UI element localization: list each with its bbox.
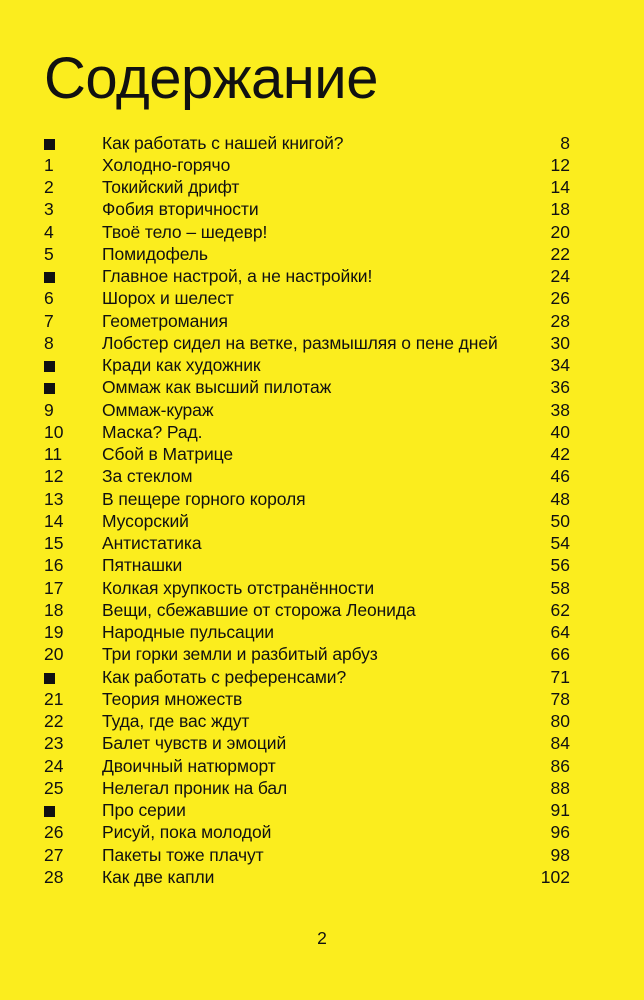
entry-title: Сбой в Матрице: [102, 444, 233, 465]
entry-title: Пакеты тоже плачут: [102, 844, 264, 865]
toc-chapter-entry: [44, 599, 570, 621]
toc-chapter-entry: [44, 243, 570, 265]
toc-chapter-entry: [44, 221, 570, 243]
entry-title: Лобстер сидел на ветке, размышляя о пене дней: [102, 332, 498, 353]
square-bullet-icon: [44, 806, 55, 817]
toc-section-entry: [44, 800, 570, 822]
toc-chapter-entry: [44, 733, 570, 755]
entry-page: 12: [550, 154, 570, 175]
square-bullet-icon: [44, 139, 55, 150]
section-marker: [44, 667, 102, 688]
entry-title: Рисуй, пока молодой: [102, 822, 272, 843]
entry-title: Как работать с референсами?: [102, 666, 347, 687]
toc-chapter-entry: [44, 555, 570, 577]
chapter-number: 2: [44, 177, 54, 198]
chapter-number: 13: [44, 488, 64, 509]
entry-page: 71: [550, 666, 570, 687]
toc-chapter-entry: [44, 399, 570, 421]
entry-page: 28: [550, 310, 570, 331]
entry-title: Вещи, сбежавшие от сторожа Леонида: [102, 599, 416, 620]
toc-chapter-entry: [44, 332, 570, 354]
section-marker: [44, 800, 102, 821]
toc-chapter-entry: [44, 844, 570, 866]
toc-chapter-entry: [44, 777, 570, 799]
chapter-number: 21: [44, 688, 64, 709]
toc-chapter-entry: [44, 711, 570, 733]
entry-title: Как работать с нашей книгой?: [102, 132, 344, 153]
chapter-number: 22: [44, 711, 64, 732]
toc-chapter-entry: [44, 510, 570, 532]
toc-section-entry: [44, 355, 570, 377]
entry-title: Оммаж-кураж: [102, 399, 214, 420]
entry-page: 54: [550, 533, 570, 554]
chapter-number: 24: [44, 755, 64, 776]
entry-title: Пятнашки: [102, 555, 183, 576]
entry-page: 62: [550, 599, 570, 620]
entry-page: 50: [550, 510, 570, 531]
toc-chapter-entry: [44, 533, 570, 555]
chapter-number: 5: [44, 243, 54, 264]
entry-page: 14: [550, 177, 570, 198]
square-bullet-icon: [44, 383, 55, 394]
entry-title: Главное настрой, а не настройки!: [102, 266, 373, 287]
entry-page: 38: [550, 399, 570, 420]
entry-page: 84: [550, 733, 570, 754]
chapter-number: 27: [44, 844, 64, 865]
toc-chapter-entry: [44, 177, 570, 199]
chapter-number: 12: [44, 466, 64, 487]
entry-title: Туда, где вас ждут: [102, 711, 250, 732]
section-marker: [44, 133, 102, 154]
entry-title: Твоё тело – шедевр!: [102, 221, 268, 242]
chapter-number: 9: [44, 399, 54, 420]
toc-chapter-entry: [44, 310, 570, 332]
entry-page: 20: [550, 221, 570, 242]
chapter-number: 17: [44, 577, 64, 598]
chapter-number: 3: [44, 199, 54, 220]
entry-title: Фобия вторичности: [102, 199, 259, 220]
chapter-number: 16: [44, 555, 64, 576]
entry-page: 40: [550, 421, 570, 442]
chapter-number: 1: [44, 154, 54, 175]
toc-chapter-entry: [44, 466, 570, 488]
toc-chapter-entry: [44, 154, 570, 176]
chapter-number: 25: [44, 777, 64, 798]
toc-chapter-entry: [44, 488, 570, 510]
chapter-number: 26: [44, 822, 64, 843]
entry-title: Помидофель: [102, 243, 208, 264]
entry-title: Токийский дрифт: [102, 177, 240, 198]
toc-section-entry: [44, 266, 570, 288]
section-marker: [44, 266, 102, 287]
entry-title: Маска? Рад.: [102, 421, 203, 442]
square-bullet-icon: [44, 272, 55, 283]
entry-page: 46: [550, 466, 570, 487]
entry-title: Как две капли: [102, 866, 215, 887]
entry-page: 34: [550, 355, 570, 376]
entry-page: 64: [550, 622, 570, 643]
entry-page: 56: [550, 555, 570, 576]
section-marker: [44, 355, 102, 376]
chapter-number: 18: [44, 599, 64, 620]
entry-page: 26: [550, 288, 570, 309]
entry-title: Про серии: [102, 800, 186, 821]
table-of-contents: [44, 132, 570, 889]
entry-page: 18: [550, 199, 570, 220]
toc-chapter-entry: [44, 288, 570, 310]
chapter-number: 7: [44, 310, 54, 331]
chapter-number: 15: [44, 533, 64, 554]
entry-page: 91: [550, 800, 570, 821]
section-marker: [44, 377, 102, 398]
entry-title: Колкая хрупкость отстранённости: [102, 577, 375, 598]
toc-section-entry: [44, 377, 570, 399]
entry-page: 86: [550, 755, 570, 776]
entry-title: Холодно-горячо: [102, 154, 231, 175]
entry-page: 36: [550, 377, 570, 398]
entry-page: 66: [550, 644, 570, 665]
toc-chapter-entry: [44, 577, 570, 599]
entry-page: 80: [550, 711, 570, 732]
entry-title: В пещере горного короля: [102, 488, 306, 509]
chapter-number: 14: [44, 510, 64, 531]
entry-page: 102: [540, 866, 570, 887]
entry-title: Мусорский: [102, 510, 189, 531]
chapter-number: 6: [44, 288, 54, 309]
entry-title: Теория множеств: [102, 688, 243, 709]
entry-title: Геометромания: [102, 310, 228, 331]
toc-chapter-entry: [44, 755, 570, 777]
square-bullet-icon: [44, 673, 55, 684]
toc-chapter-entry: [44, 421, 570, 443]
toc-chapter-entry: [44, 622, 570, 644]
entry-title: За стеклом: [102, 466, 193, 487]
entry-page: 58: [550, 577, 570, 598]
toc-chapter-entry: [44, 644, 570, 666]
entry-title: Шорох и шелест: [102, 288, 234, 309]
toc-section-entry: [44, 132, 570, 154]
chapter-number: 10: [44, 421, 64, 442]
entry-title: Три горки земли и разбитый арбуз: [102, 644, 378, 665]
entry-page: 78: [550, 688, 570, 709]
entry-page: 88: [550, 777, 570, 798]
square-bullet-icon: [44, 361, 55, 372]
entry-page: 96: [550, 822, 570, 843]
toc-chapter-entry: [44, 866, 570, 888]
toc-chapter-entry: [44, 444, 570, 466]
entry-page: 48: [550, 488, 570, 509]
chapter-number: 20: [44, 644, 64, 665]
toc-section-entry: [44, 666, 570, 688]
entry-title: Нелегал проник на бал: [102, 777, 288, 798]
entry-title: Двоичный натюрморт: [102, 755, 276, 776]
entry-page: 42: [550, 444, 570, 465]
chapter-number: 8: [44, 332, 54, 353]
page-number: 2: [317, 928, 327, 948]
chapter-number: 23: [44, 733, 64, 754]
entry-page: 98: [550, 844, 570, 865]
chapter-number: 11: [44, 444, 63, 465]
toc-chapter-entry: [44, 199, 570, 221]
toc-chapter-entry: [44, 822, 570, 844]
entry-page: 8: [560, 132, 570, 153]
chapter-number: 28: [44, 866, 64, 887]
entry-title: Кради как художник: [102, 355, 261, 376]
entry-page: 30: [550, 332, 570, 353]
entry-page: 24: [550, 266, 570, 287]
chapter-number: 4: [44, 221, 54, 242]
entry-title: Оммаж как высший пилотаж: [102, 377, 332, 398]
toc-chapter-entry: [44, 688, 570, 710]
chapter-number: 19: [44, 622, 64, 643]
page-title: Содержание: [44, 46, 378, 111]
entry-title: Антистатика: [102, 533, 202, 554]
entry-title: Балет чувств и эмоций: [102, 733, 287, 754]
entry-title: Народные пульсации: [102, 622, 274, 643]
entry-page: 22: [550, 243, 570, 264]
